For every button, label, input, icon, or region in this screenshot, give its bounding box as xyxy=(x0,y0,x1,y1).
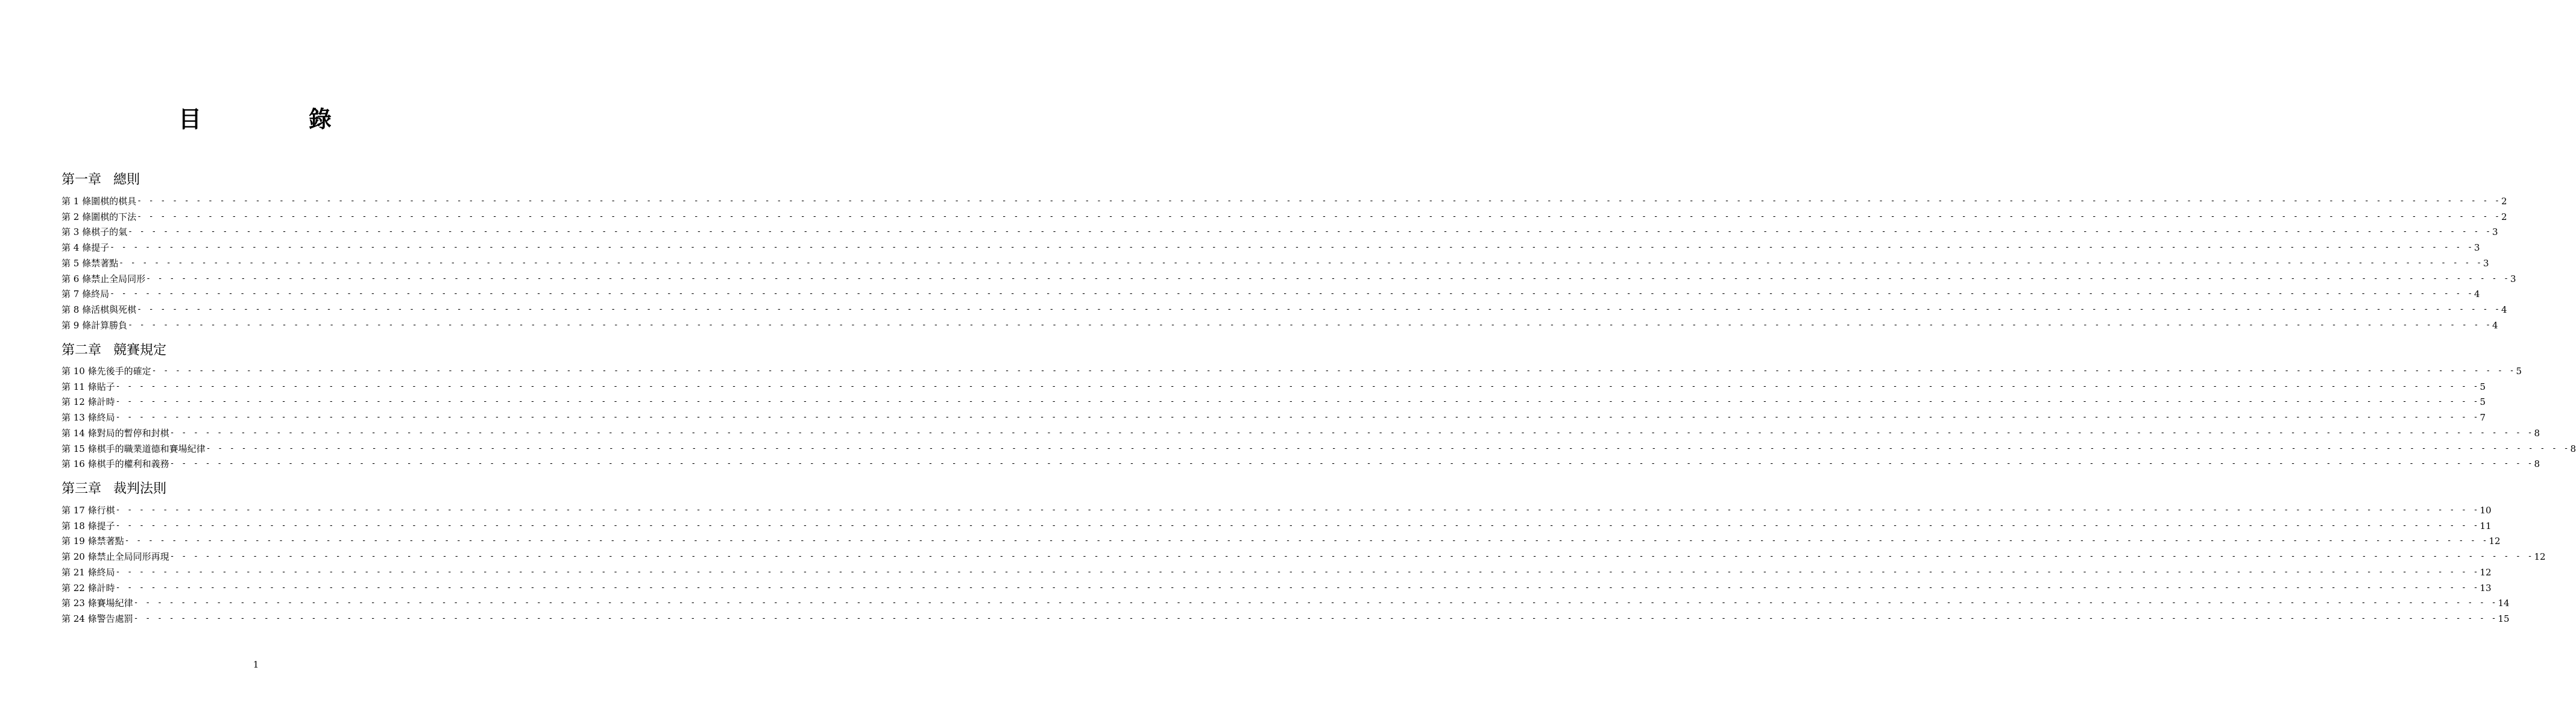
article-number: 第 23 條 xyxy=(61,598,97,609)
toc-entry[interactable] xyxy=(61,192,2507,207)
dot-leader: - - - - - - - - - - - - - - - - - - - - - - - - - - - - - - - - - - - - - - - - - - - - - - - - - - - - - - - - - - - - - - - - - - - - - - - - - - - - - - - - - - - - - - - - - - - - - - - - - - - - - - - - - - - - - - - - - - - - - - - - - - - - - - - - - - - - - - - - - - - - - - - - - - - - - - - - - - - - - - - - - - - - - - - - - - - - - - - - - - - - - - - - - - - - - - - - - - - - - - - - xyxy=(128,227,2492,237)
chapter-number: 第三章 xyxy=(61,481,102,496)
toc-entry[interactable] xyxy=(61,609,2510,625)
article-number: 第 15 條 xyxy=(61,443,97,454)
article-title: 禁著點 xyxy=(91,257,119,269)
article-page-number: 5 xyxy=(2516,366,2522,377)
article-page-number: 12 xyxy=(2534,551,2546,563)
chapter-name: 競賽規定 xyxy=(113,343,167,358)
dot-leader: - - - - - - - - - - - - - - - - - - - - - - - - - - - - - - - - - - - - - - - - - - - - - - - - - - - - - - - - - - - - - - - - - - - - - - - - - - - - - - - - - - - - - - - - - - - - - - - - - - - - - - - - - - - - - - - - - - - - - - - - - - - - - - - - - - - - - - - - - - - - - - - - - - - - - - - - - - - - - - - - - - - - - - - - - - - - - - - - - - - - - - - - - - - - - - - - - - - - - - - - xyxy=(137,196,2501,205)
dot-leader: - - - - - - - - - - - - - - - - - - - - - - - - - - - - - - - - - - - - - - - - - - - - - - - - - - - - - - - - - - - - - - - - - - - - - - - - - - - - - - - - - - - - - - - - - - - - - - - - - - - - - - - - - - - - - - - - - - - - - - - - - - - - - - - - - - - - - - - - - - - - - - - - - - - - - - - - - - - - - - - - - - - - - - - - - - - - - - - - - - - - - - - - - - - - - - - - - - - - - - - - xyxy=(119,258,2483,268)
article-number: 第 20 條 xyxy=(61,551,97,563)
toc-entry[interactable] xyxy=(61,516,2492,532)
toc-entry[interactable] xyxy=(61,531,2501,547)
article-title: 對局的暫停和封棋 xyxy=(96,427,169,439)
toc-entry[interactable] xyxy=(61,269,2516,285)
toc-entry[interactable] xyxy=(61,454,2540,470)
dot-leader: - - - - - - - - - - - - - - - - - - - - - - - - - - - - - - - - - - - - - - - - - - - - - - - - - - - - - - - - - - - - - - - - - - - - - - - - - - - - - - - - - - - - - - - - - - - - - - - - - - - - - - - - - - - - - - - - - - - - - - - - - - - - - - - - - - - - - - - - - - - - - - - - - - - - - - - - - - - - - - - - - - - - - - - - - - - - - - - - - - - - - - - - - - - - - - - - - - - - - - - - xyxy=(169,459,2534,469)
article-page-number: 3 xyxy=(2483,257,2489,269)
toc-entry[interactable] xyxy=(61,547,2546,563)
toc-entry[interactable] xyxy=(61,392,2486,408)
article-number: 第 21 條 xyxy=(61,566,97,578)
article-title: 警告處罰 xyxy=(96,613,133,624)
dot-leader: - - - - - - - - - - - - - - - - - - - - - - - - - - - - - - - - - - - - - - - - - - - - - - - - - - - - - - - - - - - - - - - - - - - - - - - - - - - - - - - - - - - - - - - - - - - - - - - - - - - - - - - - - - - - - - - - - - - - - - - - - - - - - - - - - - - - - - - - - - - - - - - - - - - - - - - - - - - - - - - - - - - - - - - - - - - - - - - - - - - - - - - - - - - - - - - - - - - - - - - - xyxy=(115,505,2480,515)
article-title: 行棋 xyxy=(96,505,115,516)
article-title: 賽場紀律 xyxy=(96,598,133,609)
article-page-number: 3 xyxy=(2492,227,2498,238)
article-page-number: 4 xyxy=(2501,304,2507,315)
article-number: 第 7 條 xyxy=(61,289,92,300)
page-number: 1 xyxy=(253,659,259,670)
article-number: 第 19 條 xyxy=(61,536,97,547)
article-number: 第 16 條 xyxy=(61,459,97,470)
article-number: 第 24 條 xyxy=(61,613,97,624)
article-number: 第 22 條 xyxy=(61,582,97,593)
toc-entry[interactable] xyxy=(61,238,2480,254)
chapter-heading xyxy=(61,480,166,499)
article-number: 第 1 條 xyxy=(61,196,92,207)
article-title: 終局 xyxy=(91,289,110,300)
dot-leader: - - - - - - - - - - - - - - - - - - - - - - - - - - - - - - - - - - - - - - - - - - - - - - - - - - - - - - - - - - - - - - - - - - - - - - - - - - - - - - - - - - - - - - - - - - - - - - - - - - - - - - - - - - - - - - - - - - - - - - - - - - - - - - - - - - - - - - - - - - - - - - - - - - - - - - - - - - - - - - - - - - - - - - - - - - - - - - - - - - - - - - - - - - - - - - - - - - - - - - - - xyxy=(137,211,2501,221)
chapter-number: 第一章 xyxy=(61,172,102,187)
dot-leader: - - - - - - - - - - - - - - - - - - - - - - - - - - - - - - - - - - - - - - - - - - - - - - - - - - - - - - - - - - - - - - - - - - - - - - - - - - - - - - - - - - - - - - - - - - - - - - - - - - - - - - - - - - - - - - - - - - - - - - - - - - - - - - - - - - - - - - - - - - - - - - - - - - - - - - - - - - - - - - - - - - - - - - - - - - - - - - - - - - - - - - - - - - - - - - - - - - - - - - - - xyxy=(169,428,2534,437)
article-number: 第 8 條 xyxy=(61,304,92,315)
article-title: 貼子 xyxy=(96,381,115,392)
article-number: 第 14 條 xyxy=(61,427,97,439)
toc-entry[interactable] xyxy=(61,408,2486,424)
article-number: 第 4 條 xyxy=(61,242,92,254)
page-title-char-2: 錄 xyxy=(309,106,332,133)
dot-leader: - - - - - - - - - - - - - - - - - - - - - - - - - - - - - - - - - - - - - - - - - - - - - - - - - - - - - - - - - - - - - - - - - - - - - - - - - - - - - - - - - - - - - - - - - - - - - - - - - - - - - - - - - - - - - - - - - - - - - - - - - - - - - - - - - - - - - - - - - - - - - - - - - - - - - - - - - - - - - - - - - - - - - - - - - - - - - - - - - - - - - - - - - - - - - - - - - - - - - - - - xyxy=(115,413,2480,422)
toc-entry[interactable] xyxy=(61,424,2540,439)
toc-entry[interactable] xyxy=(61,207,2507,223)
toc-entry[interactable] xyxy=(61,377,2486,393)
dot-leader: - - - - - - - - - - - - - - - - - - - - - - - - - - - - - - - - - - - - - - - - - - - - - - - - - - - - - - - - - - - - - - - - - - - - - - - - - - - - - - - - - - - - - - - - - - - - - - - - - - - - - - - - - - - - - - - - - - - - - - - - - - - - - - - - - - - - - - - - - - - - - - - - - - - - - - - - - - - - - - - - - - - - - - - - - - - - - - - - - - - - - - - - - - - - - - - - - - - - - - - - xyxy=(115,397,2480,407)
dot-leader: - - - - - - - - - - - - - - - - - - - - - - - - - - - - - - - - - - - - - - - - - - - - - - - - - - - - - - - - - - - - - - - - - - - - - - - - - - - - - - - - - - - - - - - - - - - - - - - - - - - - - - - - - - - - - - - - - - - - - - - - - - - - - - - - - - - - - - - - - - - - - - - - - - - - - - - - - - - - - - - - - - - - - - - - - - - - - - - - - - - - - - - - - - - - - - - - - - - - - - - - xyxy=(133,613,2498,623)
article-page-number: 2 xyxy=(2501,196,2507,207)
article-number: 第 17 條 xyxy=(61,505,97,516)
chapter-name: 裁判法則 xyxy=(113,481,167,496)
dot-leader: - - - - - - - - - - - - - - - - - - - - - - - - - - - - - - - - - - - - - - - - - - - - - - - - - - - - - - - - - - - - - - - - - - - - - - - - - - - - - - - - - - - - - - - - - - - - - - - - - - - - - - - - - - - - - - - - - - - - - - - - - - - - - - - - - - - - - - - - - - - - - - - - - - - - - - - - - - - - - - - - - - - - - - - - - - - - - - - - - - - - - - - - - - - - - - - - - - - - - - - - xyxy=(137,304,2501,314)
article-page-number: 14 xyxy=(2498,598,2510,609)
dot-leader: - - - - - - - - - - - - - - - - - - - - - - - - - - - - - - - - - - - - - - - - - - - - - - - - - - - - - - - - - - - - - - - - - - - - - - - - - - - - - - - - - - - - - - - - - - - - - - - - - - - - - - - - - - - - - - - - - - - - - - - - - - - - - - - - - - - - - - - - - - - - - - - - - - - - - - - - - - - - - - - - - - - - - - - - - - - - - - - - - - - - - - - - - - - - - - - - - - - - - - - - xyxy=(128,320,2492,330)
article-page-number: 3 xyxy=(2474,242,2480,254)
dot-leader: - - - - - - - - - - - - - - - - - - - - - - - - - - - - - - - - - - - - - - - - - - - - - - - - - - - - - - - - - - - - - - - - - - - - - - - - - - - - - - - - - - - - - - - - - - - - - - - - - - - - - - - - - - - - - - - - - - - - - - - - - - - - - - - - - - - - - - - - - - - - - - - - - - - - - - - - - - - - - - - - - - - - - - - - - - - - - - - - - - - - - - - - - - - - - - - - - - - - - - - - xyxy=(115,521,2480,530)
article-number: 第 6 條 xyxy=(61,273,92,284)
dot-leader: - - - - - - - - - - - - - - - - - - - - - - - - - - - - - - - - - - - - - - - - - - - - - - - - - - - - - - - - - - - - - - - - - - - - - - - - - - - - - - - - - - - - - - - - - - - - - - - - - - - - - - - - - - - - - - - - - - - - - - - - - - - - - - - - - - - - - - - - - - - - - - - - - - - - - - - - - - - - - - - - - - - - - - - - - - - - - - - - - - - - - - - - - - - - - - - - - - - - - - - - xyxy=(124,536,2489,546)
dot-leader: - - - - - - - - - - - - - - - - - - - - - - - - - - - - - - - - - - - - - - - - - - - - - - - - - - - - - - - - - - - - - - - - - - - - - - - - - - - - - - - - - - - - - - - - - - - - - - - - - - - - - - - - - - - - - - - - - - - - - - - - - - - - - - - - - - - - - - - - - - - - - - - - - - - - - - - - - - - - - - - - - - - - - - - - - - - - - - - - - - - - - - - - - - - - - - - - - - - - - - - - xyxy=(115,567,2480,577)
article-number: 第 2 條 xyxy=(61,211,92,222)
article-page-number: 5 xyxy=(2480,396,2486,408)
article-title: 禁止全局同形再現 xyxy=(96,551,169,563)
article-title: 活棋與死棋 xyxy=(91,304,137,315)
article-title: 棋手的職業道德和賽場紀律 xyxy=(96,443,206,454)
dot-leader: - - - - - - - - - - - - - - - - - - - - - - - - - - - - - - - - - - - - - - - - - - - - - - - - - - - - - - - - - - - - - - - - - - - - - - - - - - - - - - - - - - - - - - - - - - - - - - - - - - - - - - - - - - - - - - - - - - - - - - - - - - - - - - - - - - - - - - - - - - - - - - - - - - - - - - - - - - - - - - - - - - - - - - - - - - - - - - - - - - - - - - - - - - - - - - - - - - - - - - - - xyxy=(110,243,2474,252)
toc-entry[interactable] xyxy=(61,316,2498,331)
article-number: 第 3 條 xyxy=(61,227,92,238)
page-title xyxy=(0,104,512,140)
article-page-number: 15 xyxy=(2498,613,2510,624)
article-number: 第 5 條 xyxy=(61,257,92,269)
chapter-heading xyxy=(61,171,140,190)
article-title: 計時 xyxy=(96,582,115,593)
article-number: 第 10 條 xyxy=(61,366,97,377)
article-page-number: 7 xyxy=(2480,412,2486,424)
toc-entry[interactable] xyxy=(61,563,2492,578)
article-page-number: 8 xyxy=(2534,427,2540,439)
article-title: 圍棋的下法 xyxy=(91,211,137,222)
toc-entry[interactable] xyxy=(61,439,2576,455)
article-title: 終局 xyxy=(96,412,115,424)
article-page-number: 4 xyxy=(2492,319,2498,331)
article-number: 第 12 條 xyxy=(61,396,97,408)
toc-entry[interactable] xyxy=(61,254,2489,269)
article-number: 第 9 條 xyxy=(61,319,92,331)
article-title: 禁著點 xyxy=(96,536,124,547)
dot-leader: - - - - - - - - - - - - - - - - - - - - - - - - - - - - - - - - - - - - - - - - - - - - - - - - - - - - - - - - - - - - - - - - - - - - - - - - - - - - - - - - - - - - - - - - - - - - - - - - - - - - - - - - - - - - - - - - - - - - - - - - - - - - - - - - - - - - - - - - - - - - - - - - - - - - - - - - - - - - - - - - - - - - - - - - - - - - - - - - - - - - - - - - - - - - - - - - - - - - - - - - xyxy=(110,289,2474,299)
toc-entry[interactable] xyxy=(61,284,2480,300)
toc-entry[interactable] xyxy=(61,501,2492,516)
article-title: 提子 xyxy=(96,520,115,531)
article-page-number: 4 xyxy=(2474,289,2480,300)
dot-leader: - - - - - - - - - - - - - - - - - - - - - - - - - - - - - - - - - - - - - - - - - - - - - - - - - - - - - - - - - - - - - - - - - - - - - - - - - - - - - - - - - - - - - - - - - - - - - - - - - - - - - - - - - - - - - - - - - - - - - - - - - - - - - - - - - - - - - - - - - - - - - - - - - - - - - - - - - - - - - - - - - - - - - - - - - - - - - - - - - - - - - - - - - - - - - - - - - - - - - - - - xyxy=(115,583,2480,592)
article-page-number: 3 xyxy=(2510,273,2516,284)
toc-entry[interactable] xyxy=(61,593,2510,609)
article-page-number: 13 xyxy=(2480,582,2492,593)
article-title: 終局 xyxy=(96,566,115,578)
article-title: 棋子的氣 xyxy=(91,227,128,238)
dot-leader: - - - - - - - - - - - - - - - - - - - - - - - - - - - - - - - - - - - - - - - - - - - - - - - - - - - - - - - - - - - - - - - - - - - - - - - - - - - - - - - - - - - - - - - - - - - - - - - - - - - - - - - - - - - - - - - - - - - - - - - - - - - - - - - - - - - - - - - - - - - - - - - - - - - - - - - - - - - - - - - - - - - - - - - - - - - - - - - - - - - - - - - - - - - - - - - - - - - - - - - - xyxy=(146,274,2510,283)
article-page-number: 5 xyxy=(2480,381,2486,392)
chapter-heading xyxy=(61,342,166,361)
dot-leader: - - - - - - - - - - - - - - - - - - - - - - - - - - - - - - - - - - - - - - - - - - - - - - - - - - - - - - - - - - - - - - - - - - - - - - - - - - - - - - - - - - - - - - - - - - - - - - - - - - - - - - - - - - - - - - - - - - - - - - - - - - - - - - - - - - - - - - - - - - - - - - - - - - - - - - - - - - - - - - - - - - - - - - - - - - - - - - - - - - - - - - - - - - - - - - - - - - - - - - - - xyxy=(206,443,2570,453)
article-title: 禁止全局同形 xyxy=(91,273,146,284)
toc-entry[interactable] xyxy=(61,578,2492,594)
article-page-number: 10 xyxy=(2480,505,2492,516)
article-title: 圍棋的棋具 xyxy=(91,196,137,207)
article-page-number: 11 xyxy=(2480,520,2492,531)
article-title: 提子 xyxy=(91,242,110,254)
article-title: 先後手的確定 xyxy=(96,366,151,377)
dot-leader: - - - - - - - - - - - - - - - - - - - - - - - - - - - - - - - - - - - - - - - - - - - - - - - - - - - - - - - - - - - - - - - - - - - - - - - - - - - - - - - - - - - - - - - - - - - - - - - - - - - - - - - - - - - - - - - - - - - - - - - - - - - - - - - - - - - - - - - - - - - - - - - - - - - - - - - - - - - - - - - - - - - - - - - - - - - - - - - - - - - - - - - - - - - - - - - - - - - - - - - - xyxy=(151,366,2516,375)
article-number: 第 18 條 xyxy=(61,520,97,531)
article-page-number: 2 xyxy=(2501,211,2507,222)
chapter-name: 總則 xyxy=(113,172,140,187)
article-title: 計時 xyxy=(96,396,115,408)
article-title: 棋手的權利和義務 xyxy=(96,459,169,470)
toc-entry[interactable] xyxy=(61,222,2498,238)
page-title-char-1: 目 xyxy=(178,106,202,133)
article-page-number: 8 xyxy=(2534,459,2540,470)
article-title: 計算勝負 xyxy=(91,319,128,331)
article-page-number: 12 xyxy=(2489,536,2501,547)
chapter-number: 第二章 xyxy=(61,343,102,358)
toc-entry[interactable] xyxy=(61,362,2522,377)
article-number: 第 13 條 xyxy=(61,412,97,424)
dot-leader: - - - - - - - - - - - - - - - - - - - - - - - - - - - - - - - - - - - - - - - - - - - - - - - - - - - - - - - - - - - - - - - - - - - - - - - - - - - - - - - - - - - - - - - - - - - - - - - - - - - - - - - - - - - - - - - - - - - - - - - - - - - - - - - - - - - - - - - - - - - - - - - - - - - - - - - - - - - - - - - - - - - - - - - - - - - - - - - - - - - - - - - - - - - - - - - - - - - - - - - - xyxy=(115,381,2480,391)
article-page-number: 12 xyxy=(2480,566,2492,578)
article-number: 第 11 條 xyxy=(61,381,97,392)
toc-entry[interactable] xyxy=(61,300,2507,316)
article-page-number: 8 xyxy=(2570,443,2576,454)
dot-leader: - - - - - - - - - - - - - - - - - - - - - - - - - - - - - - - - - - - - - - - - - - - - - - - - - - - - - - - - - - - - - - - - - - - - - - - - - - - - - - - - - - - - - - - - - - - - - - - - - - - - - - - - - - - - - - - - - - - - - - - - - - - - - - - - - - - - - - - - - - - - - - - - - - - - - - - - - - - - - - - - - - - - - - - - - - - - - - - - - - - - - - - - - - - - - - - - - - - - - - - - xyxy=(133,598,2498,608)
dot-leader: - - - - - - - - - - - - - - - - - - - - - - - - - - - - - - - - - - - - - - - - - - - - - - - - - - - - - - - - - - - - - - - - - - - - - - - - - - - - - - - - - - - - - - - - - - - - - - - - - - - - - - - - - - - - - - - - - - - - - - - - - - - - - - - - - - - - - - - - - - - - - - - - - - - - - - - - - - - - - - - - - - - - - - - - - - - - - - - - - - - - - - - - - - - - - - - - - - - - - - - - xyxy=(169,552,2534,562)
